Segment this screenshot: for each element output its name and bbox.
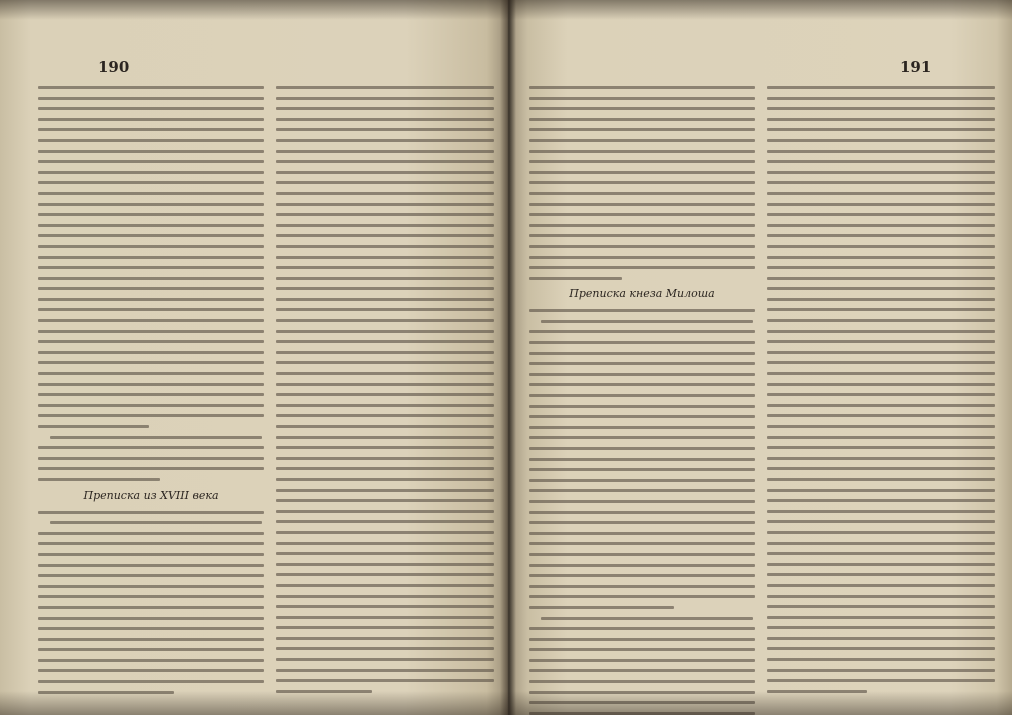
text-line <box>767 361 995 364</box>
text-line <box>38 383 264 386</box>
text-line <box>529 415 755 418</box>
text-line <box>38 181 264 184</box>
text-line <box>38 511 264 514</box>
text-line <box>529 234 755 237</box>
text-line <box>529 479 755 482</box>
text-line <box>529 139 755 142</box>
text-line <box>529 86 755 89</box>
text-line <box>276 510 494 513</box>
text-line <box>767 552 995 555</box>
text-line <box>276 107 494 110</box>
text-line <box>767 277 995 280</box>
text-line <box>276 160 494 163</box>
text-line <box>38 203 264 206</box>
text-line <box>276 563 494 566</box>
text-line <box>767 669 995 672</box>
text-line <box>38 298 264 301</box>
text-line <box>38 86 264 89</box>
text-line <box>529 521 755 524</box>
text-line <box>38 542 264 545</box>
text-line <box>38 139 264 142</box>
text-line <box>529 330 755 333</box>
text-line <box>767 626 995 629</box>
text-line <box>276 626 494 629</box>
text-line <box>529 436 755 439</box>
text-line <box>767 213 995 216</box>
text-line <box>38 319 264 322</box>
text-line <box>767 372 995 375</box>
text-line <box>38 245 264 248</box>
text-line <box>529 352 755 355</box>
text-line <box>38 564 264 567</box>
text-line <box>529 373 755 376</box>
text-line <box>767 679 995 682</box>
text-line <box>767 171 995 174</box>
text-line <box>767 616 995 619</box>
text-line <box>529 192 755 195</box>
text-line <box>276 277 494 280</box>
text-line <box>38 351 264 354</box>
text-line <box>767 658 995 661</box>
text-line <box>38 287 264 290</box>
section-heading: Преписка из XVIII века <box>83 488 219 502</box>
text-line <box>38 213 264 216</box>
text-line <box>767 107 995 110</box>
text-line <box>767 520 995 523</box>
text-line <box>38 171 264 174</box>
text-line <box>767 457 995 460</box>
text-line <box>38 553 264 556</box>
text-line <box>276 457 494 460</box>
text-line <box>529 458 755 461</box>
text-line <box>276 679 494 682</box>
book-gutter <box>500 0 516 715</box>
text-line <box>276 489 494 492</box>
text-line <box>541 617 753 620</box>
text-line <box>38 277 264 280</box>
text-line <box>767 256 995 259</box>
text-line <box>276 414 494 417</box>
text-line <box>38 160 264 163</box>
text-line <box>276 139 494 142</box>
text-line <box>529 606 674 609</box>
text-line <box>529 118 755 121</box>
text-line <box>276 319 494 322</box>
text-line <box>529 468 755 471</box>
text-line <box>541 320 753 323</box>
text-line <box>529 511 755 514</box>
right-page-column-2 <box>767 86 995 700</box>
text-line <box>38 97 264 100</box>
text-line <box>767 510 995 513</box>
text-line <box>767 128 995 131</box>
text-line <box>529 426 755 429</box>
text-line <box>38 585 264 588</box>
text-line <box>38 224 264 227</box>
text-line <box>38 118 264 121</box>
text-line <box>38 659 264 662</box>
text-line <box>767 192 995 195</box>
left-page-column-1 <box>38 86 264 701</box>
text-line <box>529 128 755 131</box>
text-line <box>276 361 494 364</box>
text-line <box>276 287 494 290</box>
text-line <box>276 118 494 121</box>
text-line <box>529 181 755 184</box>
text-line <box>529 553 755 556</box>
text-line <box>276 213 494 216</box>
text-line <box>276 393 494 396</box>
text-line <box>276 298 494 301</box>
top-shadow <box>0 0 1012 20</box>
text-line <box>529 277 622 280</box>
text-line <box>767 224 995 227</box>
text-line <box>767 489 995 492</box>
text-line <box>529 107 755 110</box>
text-line <box>529 150 755 153</box>
text-line <box>38 425 149 428</box>
text-line <box>50 436 262 439</box>
text-line <box>767 351 995 354</box>
text-line <box>276 128 494 131</box>
text-line <box>276 171 494 174</box>
text-line <box>529 648 755 651</box>
text-line <box>276 542 494 545</box>
text-line <box>529 500 755 503</box>
text-line <box>529 309 755 312</box>
text-line <box>767 499 995 502</box>
text-line <box>38 361 264 364</box>
text-line <box>276 234 494 237</box>
text-line <box>38 330 264 333</box>
text-line <box>529 171 755 174</box>
text-line <box>767 595 995 598</box>
text-line <box>529 542 755 545</box>
text-line <box>529 532 755 535</box>
text-line <box>276 340 494 343</box>
text-line <box>276 372 494 375</box>
text-line <box>276 616 494 619</box>
text-line <box>38 638 264 641</box>
text-line <box>38 446 264 449</box>
text-line <box>38 234 264 237</box>
text-line <box>767 234 995 237</box>
text-line <box>529 638 755 641</box>
text-line <box>38 128 264 131</box>
text-line <box>50 521 262 524</box>
text-line <box>529 574 755 577</box>
text-line <box>276 86 494 89</box>
text-line <box>276 330 494 333</box>
text-line <box>38 150 264 153</box>
text-line <box>276 446 494 449</box>
text-line <box>767 181 995 184</box>
text-line <box>529 256 755 259</box>
text-line <box>767 637 995 640</box>
text-line <box>38 308 264 311</box>
text-line <box>767 647 995 650</box>
text-line <box>38 680 264 683</box>
text-line <box>276 595 494 598</box>
text-line <box>767 478 995 481</box>
text-line <box>767 319 995 322</box>
text-line <box>276 552 494 555</box>
text-line <box>529 224 755 227</box>
text-line <box>767 531 995 534</box>
text-line <box>276 573 494 576</box>
text-line <box>276 192 494 195</box>
text-line <box>767 425 995 428</box>
text-line <box>276 647 494 650</box>
left-page-number: 190 <box>98 58 130 76</box>
text-line <box>276 478 494 481</box>
text-line <box>276 97 494 100</box>
text-line <box>276 520 494 523</box>
text-line <box>529 564 755 567</box>
text-line <box>767 563 995 566</box>
text-line <box>276 150 494 153</box>
text-line <box>767 266 995 269</box>
text-line <box>276 203 494 206</box>
left-page-column-2 <box>276 86 494 700</box>
text-line <box>529 266 755 269</box>
text-line <box>38 627 264 630</box>
text-line <box>276 308 494 311</box>
text-line <box>767 393 995 396</box>
text-line <box>529 245 755 248</box>
text-line <box>529 627 755 630</box>
text-line <box>38 340 264 343</box>
right-page-column-1 <box>529 86 755 715</box>
text-line <box>276 436 494 439</box>
text-line <box>38 532 264 535</box>
text-line <box>276 425 494 428</box>
text-line <box>38 606 264 609</box>
text-line <box>38 256 264 259</box>
text-line <box>529 669 755 672</box>
text-line <box>38 404 264 407</box>
text-line <box>767 245 995 248</box>
right-page-number: 191 <box>900 58 932 76</box>
text-line <box>767 404 995 407</box>
text-line <box>767 584 995 587</box>
text-line <box>276 383 494 386</box>
bottom-shadow <box>0 691 1012 715</box>
text-line <box>767 118 995 121</box>
text-line <box>767 573 995 576</box>
text-line <box>38 393 264 396</box>
text-line <box>767 287 995 290</box>
text-line <box>529 585 755 588</box>
text-line <box>38 457 264 460</box>
text-line <box>767 160 995 163</box>
text-line <box>38 192 264 195</box>
section-heading: Преписка кнеза Милоша <box>569 287 715 301</box>
text-line <box>38 595 264 598</box>
text-line <box>767 86 995 89</box>
text-line <box>529 203 755 206</box>
text-line <box>38 617 264 620</box>
text-line <box>767 383 995 386</box>
text-line <box>767 467 995 470</box>
text-line <box>38 372 264 375</box>
text-line <box>529 394 755 397</box>
text-line <box>276 181 494 184</box>
text-line <box>38 467 264 470</box>
text-line <box>529 97 755 100</box>
text-line <box>276 351 494 354</box>
text-line <box>38 266 264 269</box>
text-line <box>276 605 494 608</box>
text-line <box>529 447 755 450</box>
text-line <box>276 467 494 470</box>
text-line <box>38 574 264 577</box>
text-line <box>767 542 995 545</box>
text-line <box>529 659 755 662</box>
text-line <box>767 436 995 439</box>
text-line <box>38 107 264 110</box>
text-line <box>38 414 264 417</box>
text-line <box>767 139 995 142</box>
text-line <box>276 499 494 502</box>
text-line <box>767 605 995 608</box>
text-line <box>529 341 755 344</box>
text-line <box>38 648 264 651</box>
text-line <box>767 298 995 301</box>
text-line <box>276 669 494 672</box>
text-line <box>276 266 494 269</box>
text-line <box>767 340 995 343</box>
text-line <box>767 330 995 333</box>
text-line <box>276 224 494 227</box>
text-line <box>767 446 995 449</box>
text-line <box>276 256 494 259</box>
text-line <box>38 478 160 481</box>
text-line <box>767 97 995 100</box>
right-page <box>507 0 1012 715</box>
text-line <box>529 362 755 365</box>
text-line <box>276 658 494 661</box>
text-line <box>276 531 494 534</box>
text-line <box>529 213 755 216</box>
text-line <box>529 160 755 163</box>
text-line <box>529 595 755 598</box>
text-line <box>767 203 995 206</box>
text-line <box>276 404 494 407</box>
text-line <box>767 150 995 153</box>
text-line <box>276 584 494 587</box>
text-line <box>276 245 494 248</box>
text-line <box>276 637 494 640</box>
text-line <box>529 383 755 386</box>
text-line <box>767 308 995 311</box>
text-line <box>767 414 995 417</box>
text-line <box>38 669 264 672</box>
text-line <box>529 489 755 492</box>
text-line <box>529 405 755 408</box>
text-line <box>529 680 755 683</box>
